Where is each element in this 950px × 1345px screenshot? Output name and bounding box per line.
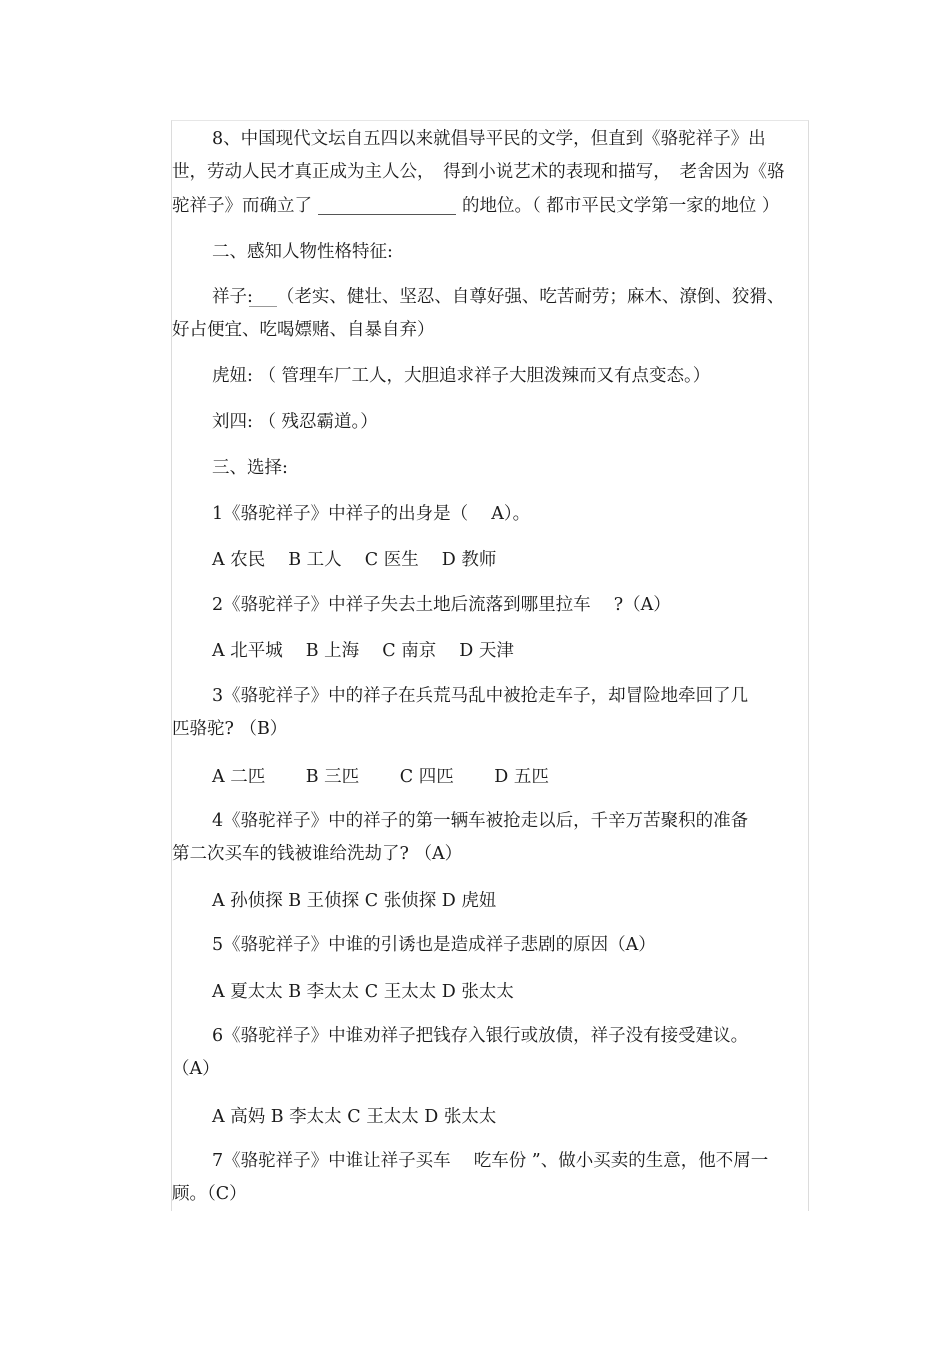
question-2: 2《骆驼祥子》中祥子失去土地后流落到哪里拉车 ?（A） xyxy=(212,595,671,615)
question-6-line-2: （A） xyxy=(172,1059,220,1079)
section-3-heading: 三、选择: xyxy=(212,458,288,478)
liusi-traits: 刘四: （ 残忍霸道。） xyxy=(212,412,378,432)
question-7-line-2: 顾。（C） xyxy=(172,1184,247,1204)
question-3-line-2: 匹骆驼? （B） xyxy=(172,719,288,739)
question-6-line-1: 6《骆驼祥子》中谁劝祥子把钱存入银行或放债，祥子没有接受建议。 xyxy=(212,1026,749,1046)
question-4-line-2: 第二次买车的钱被谁给洗劫了? （A） xyxy=(172,844,463,864)
xiangzi-line-2: 好占便宜、吃喝嫖赌、自暴自弃） xyxy=(172,320,435,340)
q8-line-2: 世，劳动人民才真正成为主人公， 得到小说艺术的表现和描写， 老舍因为《骆 xyxy=(172,162,785,182)
question-4-options: A 孙侦探 B 王侦探 C 张侦探 D 虎妞 xyxy=(212,891,497,911)
q8-line-1: 8、中国现代文坛自五四以来就倡导平民的文学，但直到《骆驼祥子》出 xyxy=(212,129,766,149)
huniu-traits: 虎妞: （ 管理车厂工人，大胆追求祥子大胆泼辣而又有点变态。） xyxy=(212,366,711,386)
question-1-options: A 农民 B 工人 C 医生 D 教师 xyxy=(212,550,497,570)
xiangzi-label: 祥子: xyxy=(212,287,253,307)
q8-line-3 xyxy=(172,194,779,218)
question-1: 1《骆驼祥子》中祥子的出身是（ A）。 xyxy=(212,504,531,524)
xiangzi-traits: （老实、健壮、坚忍、自尊好强、吃苦耐劳；麻木、潦倒、狡猾、 xyxy=(276,287,785,307)
question-7-line-1: 7《骆驼祥子》中谁让祥子买车 吃车份 ”、做小买卖的生意，他不屑一 xyxy=(212,1151,769,1171)
question-5-options: A 夏太太 B 李太太 C 王太太 D 张太太 xyxy=(212,982,514,1002)
underline-mark xyxy=(249,288,277,307)
xiangzi-line-1 xyxy=(212,285,784,309)
question-3-options: A 二匹 B 三匹 C 四匹 D 五匹 xyxy=(212,767,549,787)
q8-line-3-start: 驼祥子》而确立了 xyxy=(172,196,312,216)
question-3-line-1: 3《骆驼祥子》中的祥子在兵荒马乱中被抢走车子，却冒险地牵回了几 xyxy=(212,686,749,706)
fill-in-blank xyxy=(318,196,456,215)
question-2-options: A 北平城 B 上海 C 南京 D 天津 xyxy=(212,641,514,661)
section-2-heading: 二、感知人物性格特征: xyxy=(212,242,393,262)
question-4-line-1: 4《骆驼祥子》中的祥子的第一辆车被抢走以后，千辛万苦聚积的准备 xyxy=(212,811,749,831)
q8-line-3-end: 的地位。（ 都市平民文学第一家的地位 ） xyxy=(462,196,780,216)
question-6-options: A 高妈 B 李太太 C 王太太 D 张太太 xyxy=(212,1107,497,1127)
question-5: 5《骆驼祥子》中谁的引诱也是造成祥子悲剧的原因（A） xyxy=(212,935,656,955)
